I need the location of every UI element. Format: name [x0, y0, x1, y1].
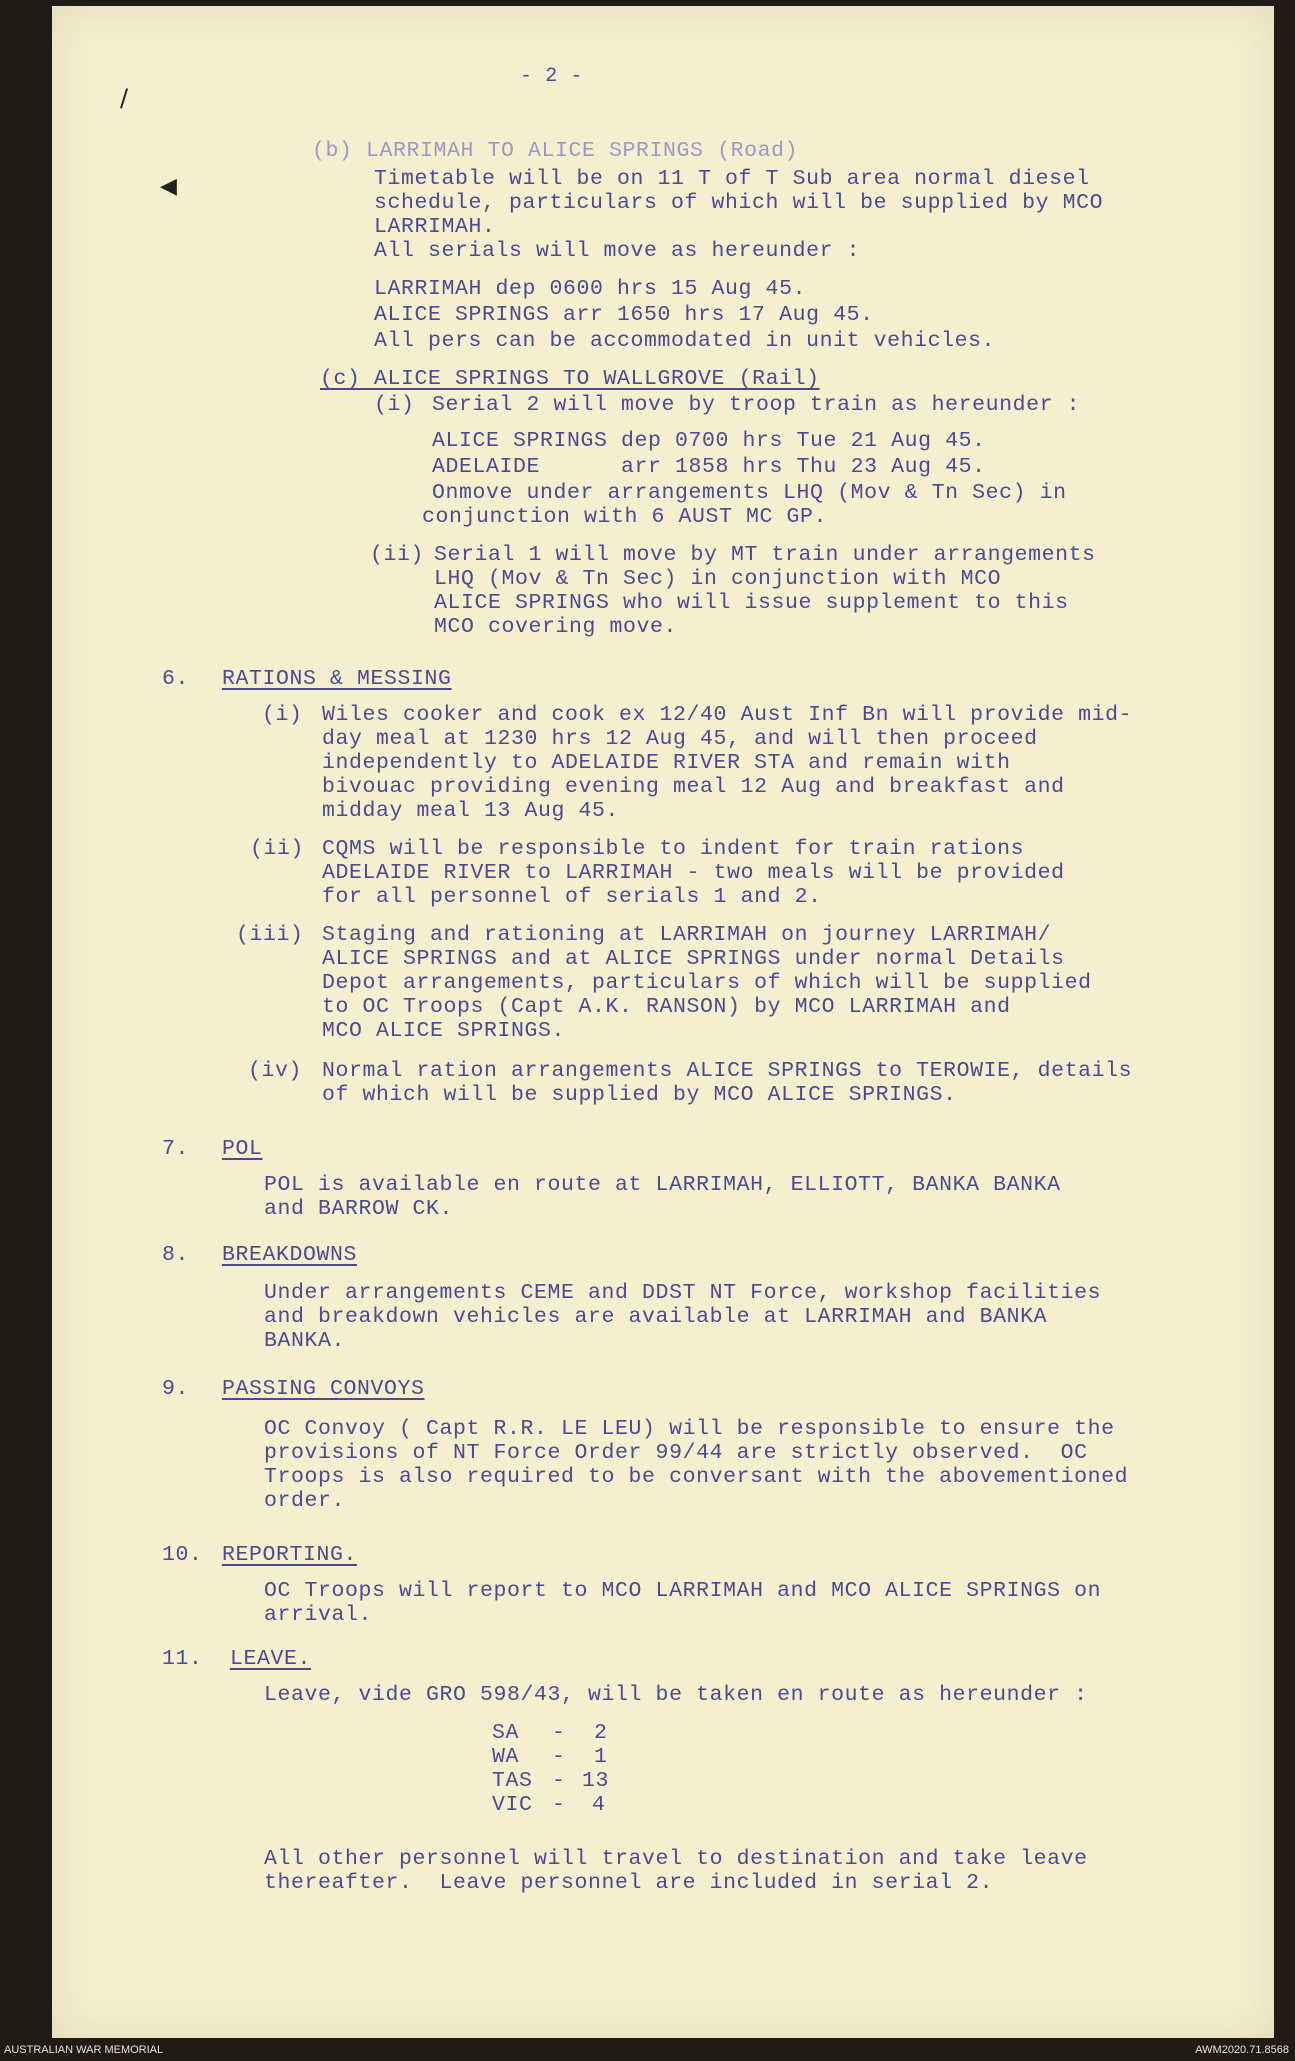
item-line: Wiles cooker and cook ex 12/40 Aust Inf Bn will provide mid- [322, 703, 1133, 727]
item-label: (iv) [248, 1059, 303, 1083]
section-line: order. [264, 1489, 346, 1513]
page-number: - 2 - [520, 65, 584, 88]
leave-dash: - [552, 1721, 566, 1745]
item-label: (i) [262, 703, 303, 727]
item-line: day meal at 1230 hrs 12 Aug 45, and will then proceed [322, 727, 1038, 751]
section-number: 11. [162, 1647, 203, 1671]
item-line: for all personnel of serials 1 and 2. [322, 885, 822, 909]
leave-count: 1 [594, 1745, 608, 1769]
section-b-line: schedule, particulars of which will be supplied by MCO [374, 191, 1104, 215]
item-line: CQMS will be responsible to indent for train rations [322, 837, 1025, 861]
leave-state: VIC [492, 1793, 533, 1817]
section-c-heading: (c) ALICE SPRINGS TO WALLGROVE (Rail) [320, 367, 820, 391]
section-line: POL is available en route at LARRIMAH, ELLIOTT, BANKA BANKA [264, 1173, 1061, 1197]
section-line: BANKA. [264, 1329, 346, 1353]
section-b-line: Timetable will be on 11 T of T Sub area normal diesel [374, 167, 1090, 191]
section-c-ii-line: ALICE SPRINGS who will issue supplement to this [434, 591, 1069, 615]
footer-left: AUSTRALIAN WAR MEMORIAL [4, 2044, 164, 2056]
item-line: MCO ALICE SPRINGS. [322, 1019, 566, 1043]
item-line: bivouac providing evening meal 12 Aug and breakfast and [322, 775, 1065, 799]
section-title: REPORTING. [222, 1543, 358, 1567]
section-line: OC Troops will report to MCO LARRIMAH and MCO ALICE SPRINGS on [264, 1579, 1102, 1603]
item-label: (iii) [236, 923, 304, 947]
section-c-ii-label: (ii) [370, 543, 425, 567]
item-line: ADELAIDE RIVER to LARRIMAH - two meals will be provided [322, 861, 1065, 885]
section-c-schedule-line: ALICE SPRINGS dep 0700 hrs Tue 21 Aug 45. [432, 429, 986, 453]
item-line: independently to ADELAIDE RIVER STA and remain with [322, 751, 1011, 775]
section-title: RATIONS & MESSING [222, 667, 452, 691]
section-line: and breakdown vehicles are available at LARRIMAH and BANKA [264, 1305, 1048, 1329]
item-label: (ii) [250, 837, 305, 861]
section-title: PASSING CONVOYS [222, 1377, 425, 1401]
section-c-onmove-line: conjunction with 6 AUST MC GP. [422, 505, 828, 529]
item-line: ALICE SPRINGS and at ALICE SPRINGS under normal Details [322, 947, 1065, 971]
arrow-marker-icon: ◀ [160, 174, 177, 199]
leave-state: TAS [492, 1769, 533, 1793]
section-c-schedule-line: ADELAIDE arr 1858 hrs Thu 23 Aug 45. [432, 455, 986, 479]
leave-count: 4 [592, 1793, 606, 1817]
item-line: Normal ration arrangements ALICE SPRINGS to TEROWIE, details [322, 1059, 1133, 1083]
leave-count: 2 [594, 1721, 608, 1745]
section-line: All other personnel will travel to destination and take leave [264, 1847, 1088, 1871]
section-c-ii-line: LHQ (Mov & Tn Sec) in conjunction with MCO [434, 567, 1002, 591]
item-line: midday meal 13 Aug 45. [322, 799, 620, 823]
section-number: 7. [162, 1137, 190, 1161]
section-b-schedule-line: ALICE SPRINGS arr 1650 hrs 17 Aug 45. [374, 303, 874, 327]
leave-dash: - [552, 1793, 566, 1817]
section-number: 9. [162, 1377, 190, 1401]
section-line: thereafter. Leave personnel are included in serial 2. [264, 1871, 994, 1895]
section-c-ii-line: Serial 1 will move by MT train under arrangements [434, 543, 1096, 567]
section-number: 8. [162, 1243, 190, 1267]
section-c-i-text: Serial 2 will move by troop train as hereunder : [432, 393, 1081, 417]
section-c-onmove-line: Onmove under arrangements LHQ (Mov & Tn Sec) in [432, 481, 1067, 505]
section-line: arrival. [264, 1603, 373, 1627]
section-line: Troops is also required to be conversant with the abovementioned [264, 1465, 1129, 1489]
section-title: BREAKDOWNS [222, 1243, 358, 1267]
leave-dash: - [552, 1769, 566, 1793]
document-page [52, 6, 1274, 2038]
section-title: LEAVE. [230, 1647, 312, 1671]
section-c-i-label: (i) [374, 393, 415, 417]
section-c-ii-line: MCO covering move. [434, 615, 678, 639]
section-line: provisions of NT Force Order 99/44 are strictly observed. OC [264, 1441, 1088, 1465]
section-b-note: All pers can be accommodated in unit vehicles. [374, 329, 996, 353]
leave-dash: - [552, 1745, 566, 1769]
section-number: 6. [162, 667, 190, 691]
section-line: Leave, vide GRO 598/43, will be taken en route as hereunder : [264, 1683, 1088, 1707]
footer-right: AWM2020.71.8568 [1195, 2044, 1289, 2056]
section-b-schedule-line: LARRIMAH dep 0600 hrs 15 Aug 45. [374, 277, 807, 301]
section-b-line: LARRIMAH. [374, 215, 496, 239]
section-title: POL [222, 1137, 263, 1161]
item-line: Staging and rationing at LARRIMAH on journey LARRIMAH/ [322, 923, 1052, 947]
section-b-heading: (b) LARRIMAH TO ALICE SPRINGS (Road) [312, 139, 799, 163]
section-line: and BARROW CK. [264, 1197, 454, 1221]
margin-mark: / [120, 84, 129, 112]
leave-count: 13 [582, 1769, 610, 1793]
section-line: OC Convoy ( Capt R.R. LE LEU) will be responsible to ensure the [264, 1417, 1115, 1441]
section-line: Under arrangements CEME and DDST NT Force, workshop facilities [264, 1281, 1102, 1305]
section-b-line: All serials will move as hereunder : [374, 239, 861, 263]
item-line: to OC Troops (Capt A.K. RANSON) by MCO LARRIMAH and [322, 995, 1011, 1019]
item-line: Depot arrangements, particulars of which will be supplied [322, 971, 1092, 995]
item-line: of which will be supplied by MCO ALICE SPRINGS. [322, 1083, 957, 1107]
leave-state: WA [492, 1745, 520, 1769]
leave-state: SA [492, 1721, 520, 1745]
section-number: 10. [162, 1543, 203, 1567]
